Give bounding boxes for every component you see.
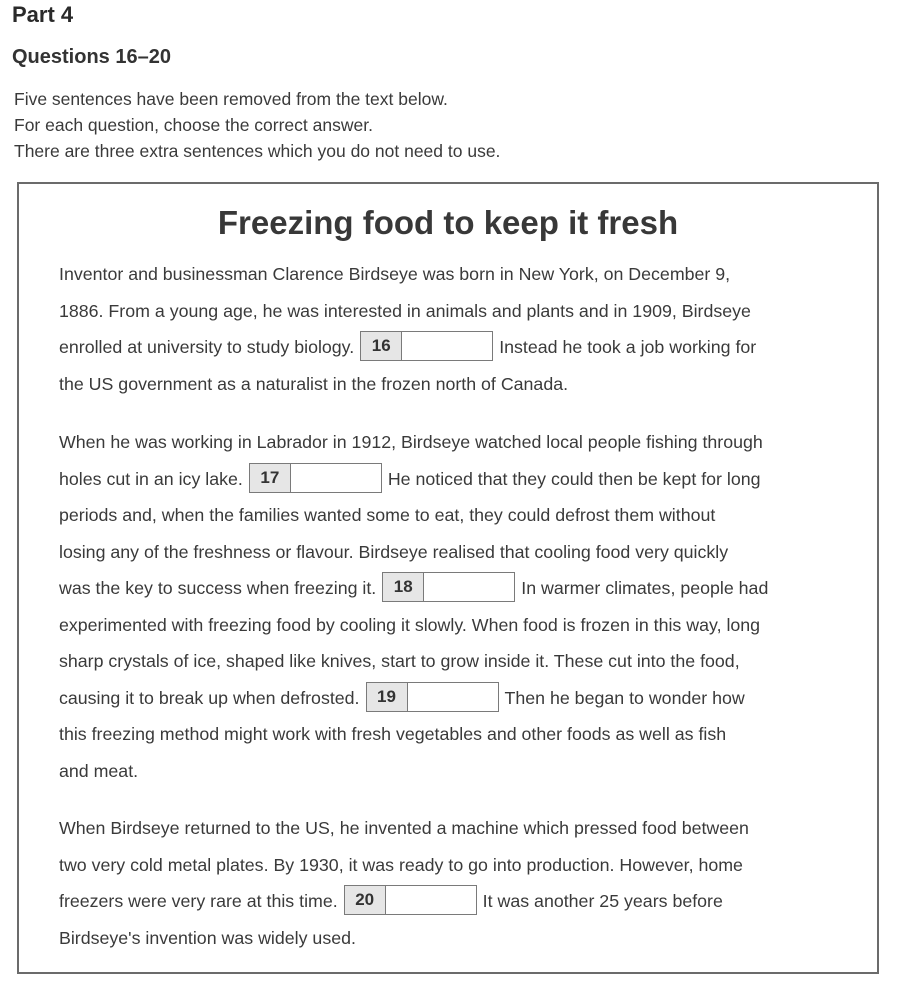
answer-gap-18[interactable] bbox=[382, 572, 515, 602]
text-segment: Then he began to wonder how bbox=[504, 687, 745, 708]
part-title: Part 4 bbox=[12, 2, 74, 27]
text-line: the US government as a naturalist in the frozen north of Canada. bbox=[59, 373, 569, 394]
text-line: experimented with freezing food by cooling it slowly. When food is frozen in this way, long bbox=[59, 614, 761, 635]
gap-answer-box[interactable] bbox=[386, 886, 476, 914]
text-line: and meat. bbox=[59, 760, 139, 781]
text-line: When he was working in Labrador in 1912, Birdseye watched local people fishing through bbox=[59, 432, 763, 452]
text-segment: It was another 25 years before bbox=[482, 891, 723, 911]
text-line: two very cold metal plates. By 1930, it was ready to go into production. However, home bbox=[59, 854, 743, 875]
gap-answer-box[interactable] bbox=[402, 332, 492, 360]
paragraph-3 bbox=[59, 810, 859, 956]
gap-number: 17 bbox=[250, 464, 291, 492]
gap-answer-box[interactable] bbox=[291, 464, 381, 492]
answer-gap-20[interactable] bbox=[344, 885, 477, 915]
text-line: Inventor and businessman Clarence Birdseye was born in New York, on December 9, bbox=[59, 264, 731, 284]
passage-title: Freezing food to keep it fresh bbox=[217, 204, 679, 241]
answer-gap-16[interactable] bbox=[360, 331, 493, 361]
text-segment: causing it to break up when defrosted. bbox=[59, 687, 360, 708]
text-segment: Instead he took a job working for bbox=[499, 337, 757, 357]
instruction-line: There are three extra sentences which you do not need to use. bbox=[14, 141, 501, 161]
passage-box bbox=[17, 182, 879, 974]
text-line: sharp crystals of ice, shaped like knives, start to grow inside it. These cut into the food, bbox=[59, 651, 740, 671]
answer-gap-17[interactable] bbox=[249, 463, 382, 493]
gap-answer-box[interactable] bbox=[408, 683, 498, 711]
gap-number: 18 bbox=[383, 573, 424, 601]
text-line: periods and, when the families wanted some to eat, they could defrost them without bbox=[59, 505, 716, 525]
text-line bbox=[59, 329, 859, 366]
text-segment: enrolled at university to study biology. bbox=[59, 337, 355, 357]
text-line bbox=[59, 570, 859, 607]
gap-number: 16 bbox=[361, 332, 402, 360]
text-line bbox=[59, 680, 859, 717]
instruction-line: Five sentences have been removed from the text below. bbox=[14, 89, 448, 109]
gap-answer-box[interactable] bbox=[424, 573, 514, 601]
answer-gap-19[interactable] bbox=[366, 682, 499, 712]
text-segment: was the key to success when freezing it. bbox=[59, 578, 377, 598]
text-segment: In warmer climates, people had bbox=[521, 578, 769, 598]
questions-title: Questions 16–20 bbox=[12, 46, 171, 68]
gap-number: 20 bbox=[345, 886, 386, 914]
paragraph-1 bbox=[59, 256, 859, 402]
text-segment: holes cut in an icy lake. bbox=[59, 468, 243, 489]
paragraph-2 bbox=[59, 424, 859, 789]
text-line: this freezing method might work with fresh vegetables and other foods as well as fish bbox=[59, 724, 727, 744]
text-line: When Birdseye returned to the US, he invented a machine which pressed food between bbox=[59, 818, 749, 838]
text-line bbox=[59, 461, 859, 498]
instruction-line: For each question, choose the correct answer. bbox=[14, 115, 373, 135]
text-line bbox=[59, 883, 859, 920]
text-line: Birdseye's invention was widely used. bbox=[59, 927, 356, 948]
instructions bbox=[14, 86, 500, 164]
text-line: 1886. From a young age, he was interested in animals and plants and in 1909, Birdseye bbox=[59, 300, 751, 321]
gap-number: 19 bbox=[367, 683, 408, 711]
text-segment: freezers were very rare at this time. bbox=[59, 891, 338, 911]
text-line: losing any of the freshness or flavour. Birdseye realised that cooling food very quickly bbox=[59, 541, 729, 562]
text-segment: He noticed that they could then be kept for long bbox=[387, 468, 761, 489]
